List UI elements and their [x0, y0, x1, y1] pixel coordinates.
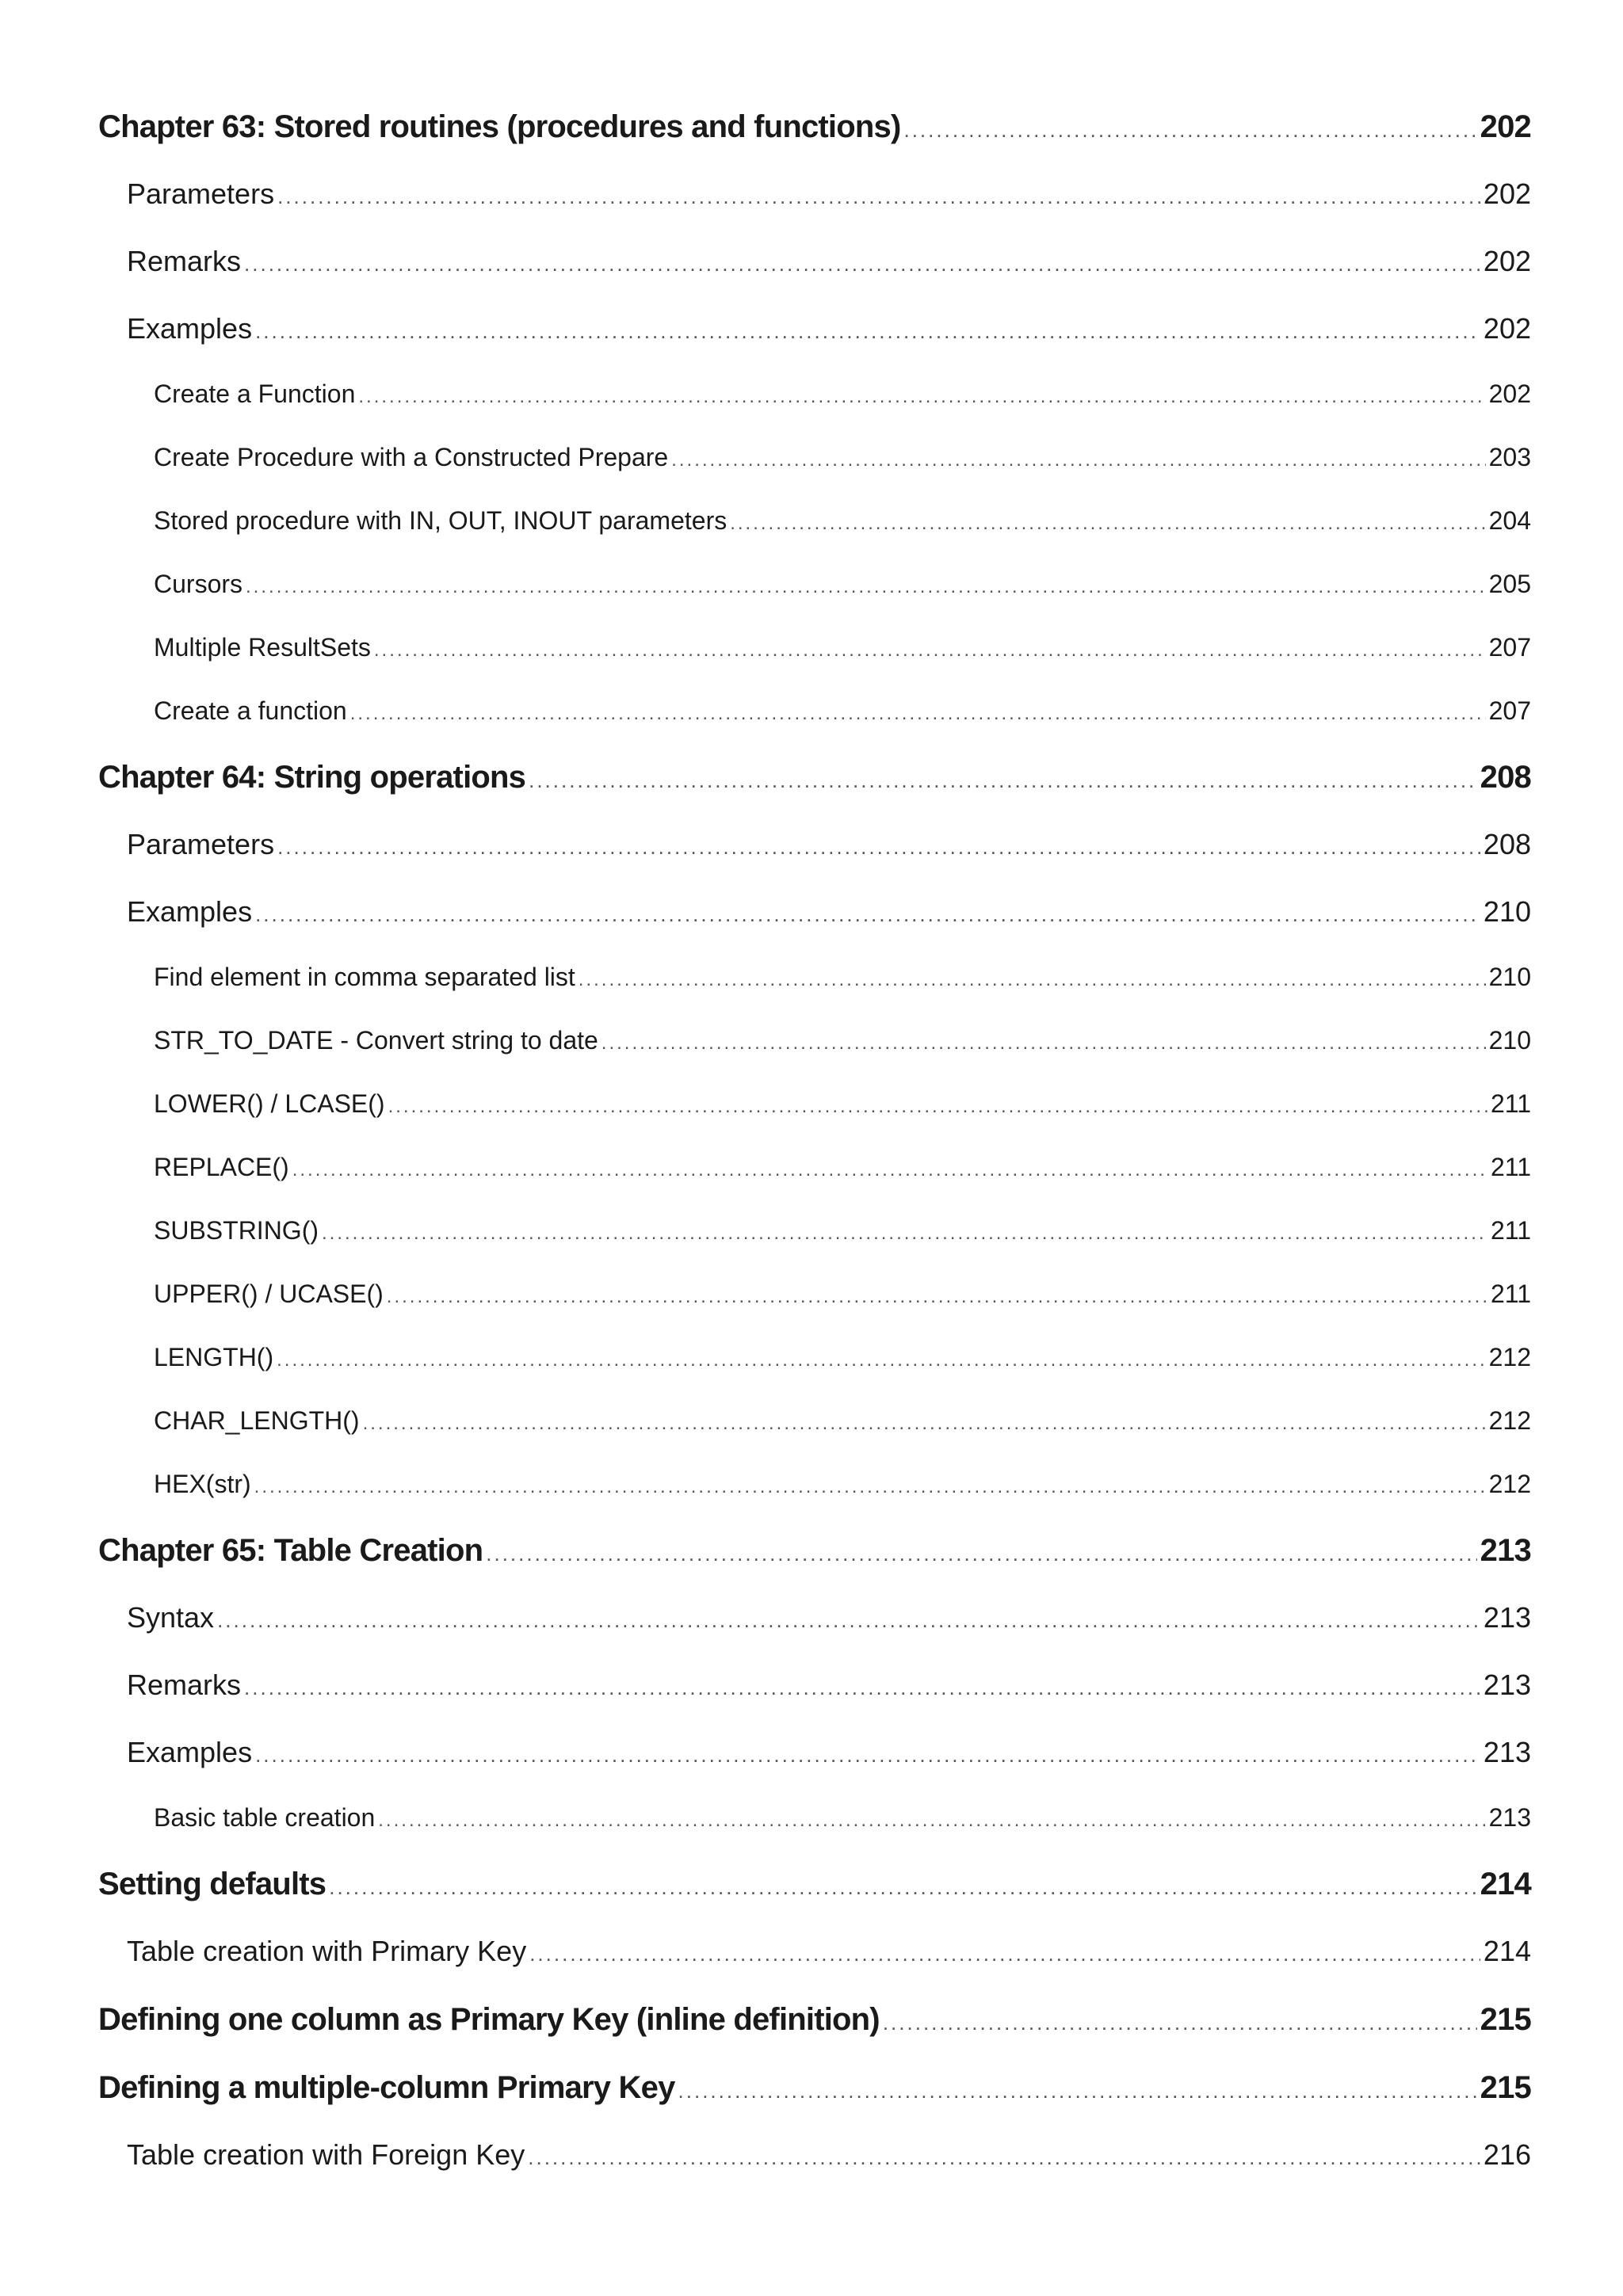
- toc-entry-title: STR_TO_DATE - Convert string to date: [154, 1026, 598, 1055]
- toc-entry-page-number: 207: [1488, 633, 1531, 662]
- toc-chapter-entry[interactable]: [98, 2002, 1531, 2070]
- toc-subsection-entry[interactable]: [98, 963, 1531, 1026]
- toc-entry-title: Table creation with Foreign Key: [127, 2138, 525, 2171]
- toc-entry-title: Chapter 65: Table Creation: [98, 1533, 483, 1568]
- toc-entry-page-number: 207: [1488, 696, 1531, 725]
- toc-entry-page-number: 215: [1480, 2002, 1531, 2037]
- toc-entry-page-number: 208: [1480, 760, 1531, 795]
- dot-leader: [601, 1032, 1486, 1055]
- toc-section-entry[interactable]: [98, 828, 1531, 895]
- toc-entry-page-number: 203: [1488, 443, 1531, 471]
- toc-entry-title: Create a Function: [154, 379, 356, 408]
- dot-leader: [529, 769, 1477, 793]
- toc-subsection-entry[interactable]: [98, 1153, 1531, 1216]
- toc-entry-page-number: 202: [1488, 379, 1531, 408]
- toc-entry-title: Chapter 64: String operations: [98, 760, 526, 795]
- toc-subsection-entry[interactable]: [98, 1089, 1531, 1153]
- toc-entry-title: Stored procedure with IN, OUT, INOUT parameters: [154, 506, 727, 535]
- dot-leader: [322, 1222, 1487, 1245]
- toc-section-entry[interactable]: [98, 2138, 1531, 2206]
- toc-entry-title: UPPER() / UCASE(): [154, 1280, 384, 1308]
- toc-entry-page-number: 213: [1483, 1601, 1531, 1634]
- toc-section-entry[interactable]: [98, 895, 1531, 963]
- toc-subsection-entry[interactable]: [98, 1280, 1531, 1343]
- dot-leader: [374, 639, 1486, 662]
- toc-entry-page-number: 214: [1483, 1935, 1531, 1967]
- toc-entry-title: LOWER() / LCASE(): [154, 1089, 385, 1118]
- toc-subsection-entry[interactable]: [98, 506, 1531, 570]
- toc-subsection-entry[interactable]: [98, 1470, 1531, 1533]
- toc-entry-page-number: 213: [1483, 1669, 1531, 1701]
- toc-subsection-entry[interactable]: [98, 1406, 1531, 1470]
- toc-entry-page-number: 205: [1488, 570, 1531, 598]
- toc-entry-page-number: 210: [1483, 895, 1531, 928]
- dot-leader: [358, 386, 1485, 408]
- dot-leader: [244, 252, 1480, 277]
- toc-entry-page-number: 208: [1483, 828, 1531, 860]
- toc-entry-title: Create Procedure with a Constructed Prepare: [154, 443, 669, 471]
- toc-chapter-entry[interactable]: [98, 2070, 1531, 2138]
- toc-entry-page-number: 211: [1490, 1089, 1531, 1118]
- dot-leader: [255, 1743, 1480, 1768]
- toc-section-entry[interactable]: [98, 312, 1531, 379]
- toc-entry-page-number: 216: [1483, 2138, 1531, 2171]
- toc-section-entry[interactable]: [98, 177, 1531, 245]
- dot-leader: [350, 703, 1486, 725]
- toc-entry-title: HEX(str): [154, 1470, 251, 1498]
- toc-subsection-entry[interactable]: [98, 633, 1531, 696]
- toc-subsection-entry[interactable]: [98, 1216, 1531, 1280]
- toc-subsection-entry[interactable]: [98, 1026, 1531, 1089]
- dot-leader: [378, 1810, 1485, 1832]
- toc-section-entry[interactable]: [98, 1935, 1531, 2002]
- toc-entry-page-number: 212: [1488, 1470, 1531, 1498]
- toc-section-entry[interactable]: [98, 245, 1531, 312]
- toc-entry-title: Create a function: [154, 696, 347, 725]
- dot-leader: [579, 969, 1486, 991]
- toc-entry-page-number: 202: [1483, 177, 1531, 210]
- toc-entry-page-number: 210: [1488, 963, 1531, 991]
- toc-entry-title: Parameters: [127, 177, 275, 210]
- toc-entry-page-number: 211: [1490, 1280, 1531, 1308]
- toc-section-entry[interactable]: [98, 1669, 1531, 1736]
- toc-section-entry[interactable]: [98, 1601, 1531, 1669]
- dot-leader: [255, 902, 1480, 927]
- dot-leader: [363, 1413, 1486, 1435]
- dot-leader: [388, 1096, 1487, 1118]
- table-of-contents: [98, 109, 1531, 2206]
- toc-entry-title: LENGTH(): [154, 1343, 274, 1371]
- toc-entry-title: Examples: [127, 895, 253, 928]
- toc-subsection-entry[interactable]: [98, 696, 1531, 760]
- dot-leader: [903, 118, 1476, 143]
- toc-entry-page-number: 213: [1480, 1533, 1531, 1568]
- toc-entry-page-number: 210: [1488, 1026, 1531, 1055]
- toc-entry-title: Examples: [127, 1736, 253, 1768]
- dot-leader: [255, 319, 1480, 344]
- toc-entry-title: Table creation with Primary Key: [127, 1935, 527, 1967]
- toc-subsection-entry[interactable]: [98, 1803, 1531, 1867]
- dot-leader: [529, 1942, 1480, 1966]
- toc-entry-page-number: 211: [1490, 1216, 1531, 1245]
- toc-chapter-entry[interactable]: [98, 1867, 1531, 1935]
- dot-leader: [528, 2145, 1480, 2170]
- toc-entry-title: Examples: [127, 312, 253, 345]
- toc-entry-title: Setting defaults: [98, 1867, 327, 1901]
- toc-entry-page-number: 204: [1488, 506, 1531, 535]
- toc-entry-title: Parameters: [127, 828, 275, 860]
- dot-leader: [292, 1159, 1487, 1181]
- toc-section-entry[interactable]: [98, 1736, 1531, 1803]
- toc-chapter-entry[interactable]: [98, 760, 1531, 828]
- dot-leader: [277, 1349, 1486, 1371]
- dot-leader: [387, 1286, 1487, 1308]
- dot-leader: [678, 2079, 1477, 2103]
- toc-entry-page-number: 212: [1488, 1343, 1531, 1371]
- toc-entry-title: Multiple ResultSets: [154, 633, 371, 662]
- toc-entry-title: Basic table creation: [154, 1803, 376, 1832]
- toc-entry-title: Defining a multiple-column Primary Key: [98, 2070, 675, 2105]
- toc-entry-title: Remarks: [127, 1669, 242, 1701]
- toc-chapter-entry[interactable]: [98, 109, 1531, 177]
- toc-entry-title: Remarks: [127, 245, 242, 277]
- dot-leader: [277, 185, 1480, 209]
- dot-leader: [277, 835, 1480, 860]
- toc-entry-page-number: 202: [1483, 245, 1531, 277]
- toc-entry-page-number: 202: [1483, 312, 1531, 345]
- dot-leader: [244, 1676, 1480, 1700]
- dot-leader: [246, 576, 1486, 598]
- toc-entry-page-number: 202: [1480, 109, 1531, 144]
- toc-entry-title: Defining one column as Primary Key (inline definition): [98, 2002, 880, 2037]
- dot-leader: [217, 1608, 1480, 1633]
- toc-subsection-entry[interactable]: [98, 570, 1531, 633]
- toc-entry-title: Find element in comma separated list: [154, 963, 575, 991]
- dot-leader: [883, 2011, 1477, 2035]
- toc-entry-title: Chapter 63: Stored routines (procedures and functions): [98, 109, 901, 144]
- toc-entry-title: Syntax: [127, 1601, 215, 1634]
- toc-entry-page-number: 212: [1488, 1406, 1531, 1435]
- toc-entry-page-number: 211: [1490, 1153, 1531, 1181]
- dot-leader: [486, 1542, 1476, 1566]
- dot-leader: [671, 449, 1485, 471]
- toc-entry-title: Cursors: [154, 570, 243, 598]
- dot-leader: [730, 513, 1485, 535]
- toc-chapter-entry[interactable]: [98, 1533, 1531, 1601]
- toc-entry-page-number: 213: [1488, 1803, 1531, 1832]
- toc-entry-page-number: 215: [1480, 2070, 1531, 2105]
- toc-entry-page-number: 213: [1483, 1736, 1531, 1768]
- toc-subsection-entry[interactable]: [98, 379, 1531, 443]
- toc-entry-title: CHAR_LENGTH(): [154, 1406, 360, 1435]
- toc-subsection-entry[interactable]: [98, 1343, 1531, 1406]
- dot-leader: [329, 1875, 1476, 1900]
- toc-entry-title: REPLACE(): [154, 1153, 289, 1181]
- toc-entry-title: SUBSTRING(): [154, 1216, 319, 1245]
- toc-entry-page-number: 214: [1480, 1867, 1531, 1901]
- dot-leader: [254, 1476, 1486, 1498]
- toc-subsection-entry[interactable]: [98, 443, 1531, 506]
